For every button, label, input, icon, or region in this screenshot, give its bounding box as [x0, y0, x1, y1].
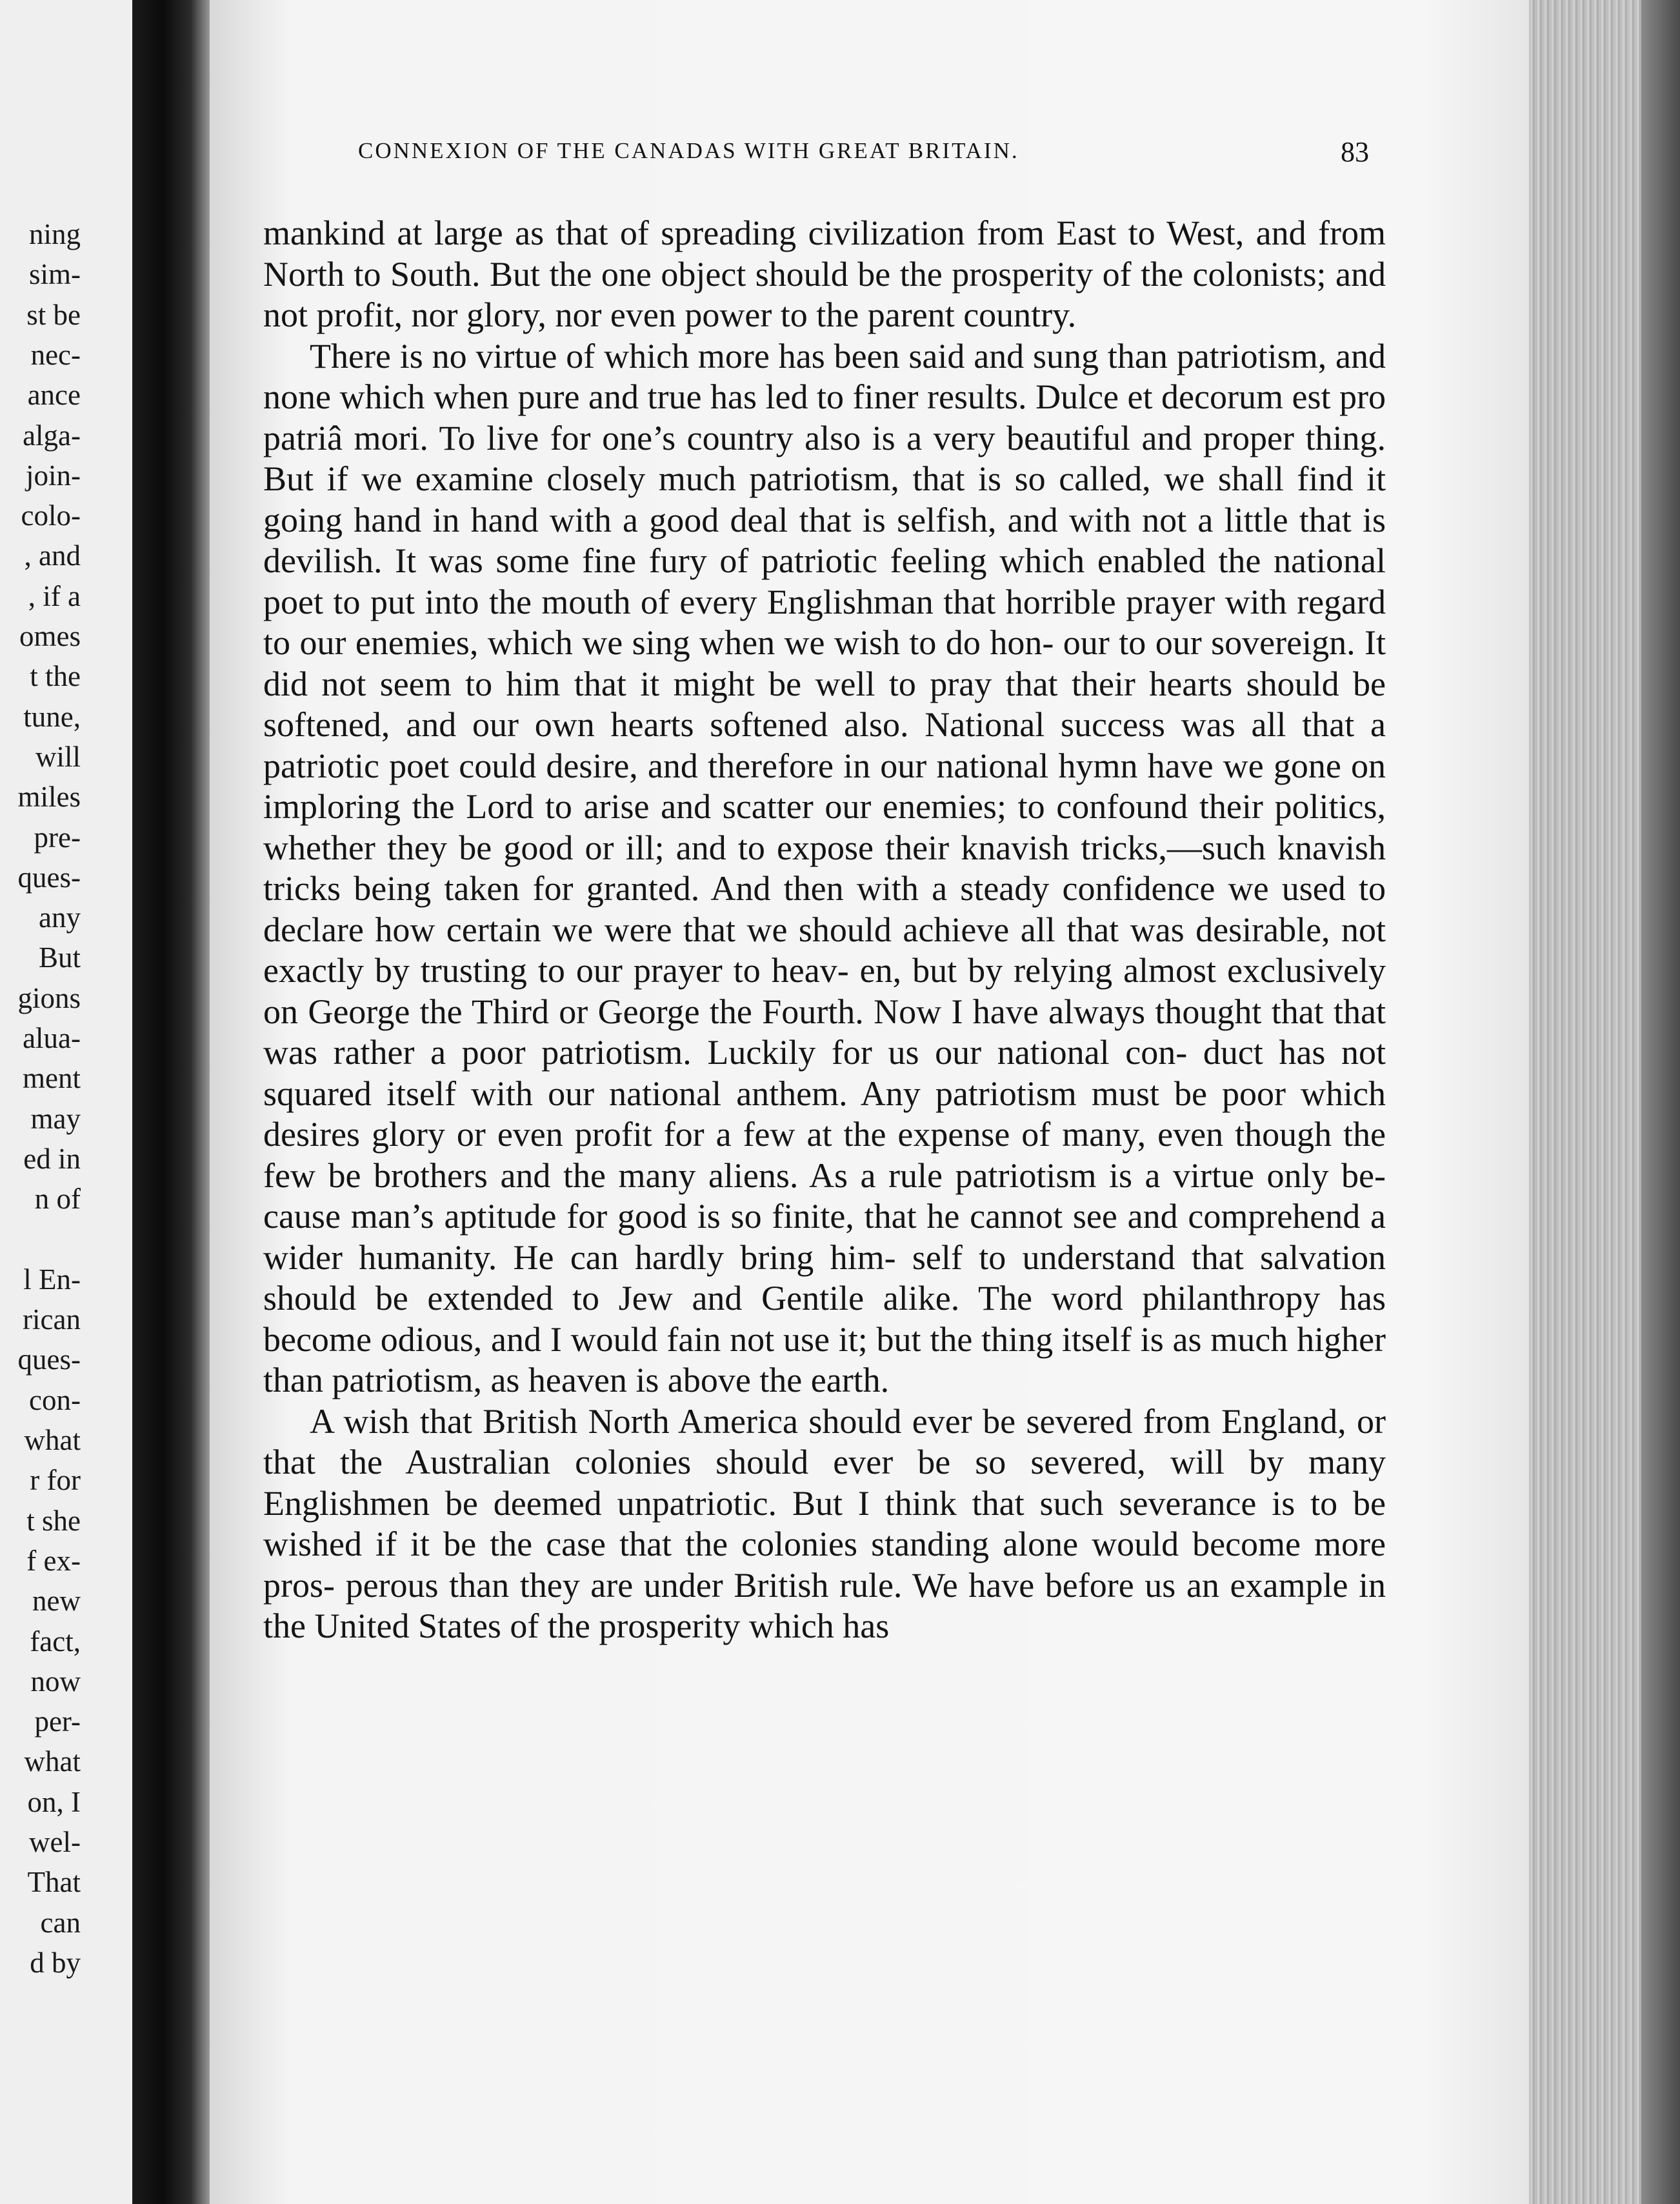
- text-line: than patriotism, and none which when pure and true has led to: [263, 336, 1386, 416]
- book-gutter: [132, 0, 210, 2204]
- left-page-fragment: [0, 0, 132, 2204]
- text-line: and Gentile alike. The word philanthropy has become odious,: [263, 1279, 1386, 1359]
- left-page-line: ance: [27, 379, 81, 412]
- left-page-line: may: [30, 1102, 81, 1135]
- left-page-line: what: [24, 1424, 81, 1456]
- left-page-line: d by: [30, 1946, 81, 1979]
- left-page-line: now: [30, 1665, 81, 1698]
- text-line: finer results. Dulce et decorum est pro patriâ mori. To live: [263, 377, 1386, 457]
- text-line: poet could desire, and therefore in our national hymn have we: [389, 746, 1264, 785]
- text-line: was desirable, not exactly by trusting to our prayer to heav-: [263, 910, 1386, 990]
- text-line: hearts softened also. National success was all that a patriotic: [263, 705, 1386, 785]
- left-page-line: con-: [29, 1383, 81, 1416]
- paragraph-3: [263, 1401, 1386, 1647]
- left-page-line: sim-: [28, 258, 81, 291]
- text-line: George the Fourth. Now I have always thought that that: [597, 992, 1386, 1031]
- text-line: and comprehend a wider humanity. He can hardly bring him-: [263, 1197, 1386, 1277]
- text-line: regard to our enemies, which we sing when we wish to do hon-: [263, 582, 1386, 662]
- left-page-line: nec-: [30, 338, 81, 371]
- text-line: we shall find it going hand in hand with a good deal that is: [263, 459, 1386, 539]
- left-page-line: pre-: [34, 821, 81, 854]
- left-page-line: n of: [34, 1183, 81, 1216]
- left-page-line: any: [39, 901, 81, 934]
- text-line: case that the colonies standing alone would become more pros-: [263, 1525, 1386, 1605]
- left-page-line: r for: [30, 1464, 81, 1497]
- page-number: 83: [1341, 136, 1369, 168]
- left-page-line: But: [38, 941, 81, 974]
- left-page-line: fact,: [30, 1625, 81, 1658]
- left-page-line: alua-: [23, 1022, 81, 1054]
- text-line: and the many aliens. As a rule patriotism is a virtue only be-: [500, 1156, 1386, 1195]
- text-line: West, and from North to South. But the one object should: [263, 214, 1386, 294]
- left-page-line: t the: [30, 660, 81, 693]
- text-line: and I would fain not use it; but the thing itself is as much: [491, 1319, 1288, 1359]
- text-line: But if we examine closely much patriotism, that is so called,: [263, 459, 1151, 498]
- left-page-line: , and: [24, 539, 81, 572]
- left-page-line: ques-: [17, 861, 81, 894]
- text-line: cause man’s aptitude for good is so finite, that he cannot see: [263, 1197, 1117, 1236]
- body-text: [263, 213, 1386, 1647]
- page-edge: [1529, 0, 1680, 2204]
- left-page-line: ques-: [17, 1343, 81, 1376]
- left-page-line: ment: [23, 1062, 81, 1095]
- text-line: selfish, and with not a little that is devilish. It was some fine: [263, 500, 1386, 580]
- left-page-line: can: [40, 1906, 81, 1939]
- left-page-line: alga-: [23, 419, 81, 452]
- left-page-line: miles: [17, 781, 81, 814]
- running-head: CONNEXION OF THE CANADAS WITH GREAT BRITAIN.: [358, 138, 1019, 163]
- text-line: self to understand that salvation should be extended to Jew: [263, 1237, 1386, 1317]
- left-page-line: per-: [34, 1705, 81, 1738]
- left-page-line: will: [35, 740, 81, 773]
- text-line: mankind at large as that of spreading civilization from East to: [263, 214, 1155, 252]
- paragraph-1: [263, 213, 1386, 336]
- text-line: fury of patriotic feeling which enabled the national poet to put: [263, 541, 1386, 621]
- text-line: an example in the United States of the prosperity which has: [263, 1565, 1386, 1645]
- text-line: expose their knavish tricks,—such knavish tricks being taken: [263, 828, 1386, 908]
- text-line: for granted. And then with a steady confidence we used to: [532, 869, 1386, 908]
- text-line: perous than they are under British rule. We have before us: [345, 1565, 1176, 1605]
- text-line: to confound their politics, whether they be good or ill; and to: [263, 787, 1386, 867]
- left-page-line: join-: [26, 459, 81, 492]
- left-page-line: l En-: [23, 1263, 81, 1296]
- text-line: higher than patriotism, as heaven is above the earth.: [263, 1319, 1386, 1399]
- text-line: declare how certain we were that we should achieve all that: [263, 910, 1119, 949]
- left-page-line: tune,: [23, 700, 81, 733]
- left-page-line: omes: [19, 620, 81, 652]
- text-line: be the prosperity of the colonists; and not profit, nor glory,: [263, 254, 1386, 334]
- left-page-line: f ex-: [26, 1544, 81, 1577]
- left-page-line: on, I: [27, 1785, 81, 1818]
- left-page-line: what: [24, 1745, 81, 1778]
- text-line: There is no virtue of which more has been said and sung: [310, 336, 1099, 376]
- text-line: into the mouth of every Englishman that horrible prayer with: [425, 582, 1287, 621]
- text-line: gone on imploring the Lord to arise and scatter our enemies;: [263, 746, 1386, 826]
- left-page-line: st be: [26, 298, 81, 331]
- left-page-line: rican: [23, 1303, 81, 1336]
- left-page-line: That: [27, 1866, 81, 1899]
- left-page-line: t she: [26, 1504, 81, 1537]
- text-line: from England, or that the Australian colonies should ever be: [263, 1401, 1386, 1481]
- text-line: so severed, will by many Englishmen be deemed unpatriotic.: [263, 1443, 1386, 1523]
- text-line: for one’s country also is a very beautiful and proper thing.: [550, 418, 1386, 457]
- left-page-line: , if a: [28, 579, 81, 612]
- text-line: nor even power to the parent country.: [555, 296, 1077, 334]
- text-line: But I think that such severance is to be wished if it be the: [263, 1483, 1386, 1563]
- text-line: duct has not squared itself with our national anthem. Any: [263, 1033, 1386, 1113]
- text-line: patriotism must be poor which desires glory or even profit for: [263, 1074, 1386, 1154]
- text-line: well to pray that their hearts should be softened, and our own: [263, 664, 1386, 744]
- text-line: was rather a poor patriotism. Luckily for us our national con-: [263, 1033, 1188, 1072]
- paragraph-2: [263, 336, 1386, 1401]
- text-line: en, but by relying almost exclusively on George the Third or: [263, 951, 1386, 1031]
- text-line: a few at the expense of many, even though the few be brothers: [263, 1115, 1386, 1195]
- text-line: our to our sovereign. It did not seem to him that it might be: [263, 623, 1386, 703]
- left-page-line: ed in: [23, 1142, 81, 1175]
- left-page-line: colo-: [21, 499, 81, 532]
- left-page-line: ning: [28, 218, 81, 250]
- text-line: A wish that British North America should ever be severed: [310, 1401, 1133, 1441]
- left-page-line: new: [32, 1585, 81, 1618]
- left-page-line: wel-: [29, 1826, 81, 1858]
- left-page-line: gions: [17, 981, 81, 1014]
